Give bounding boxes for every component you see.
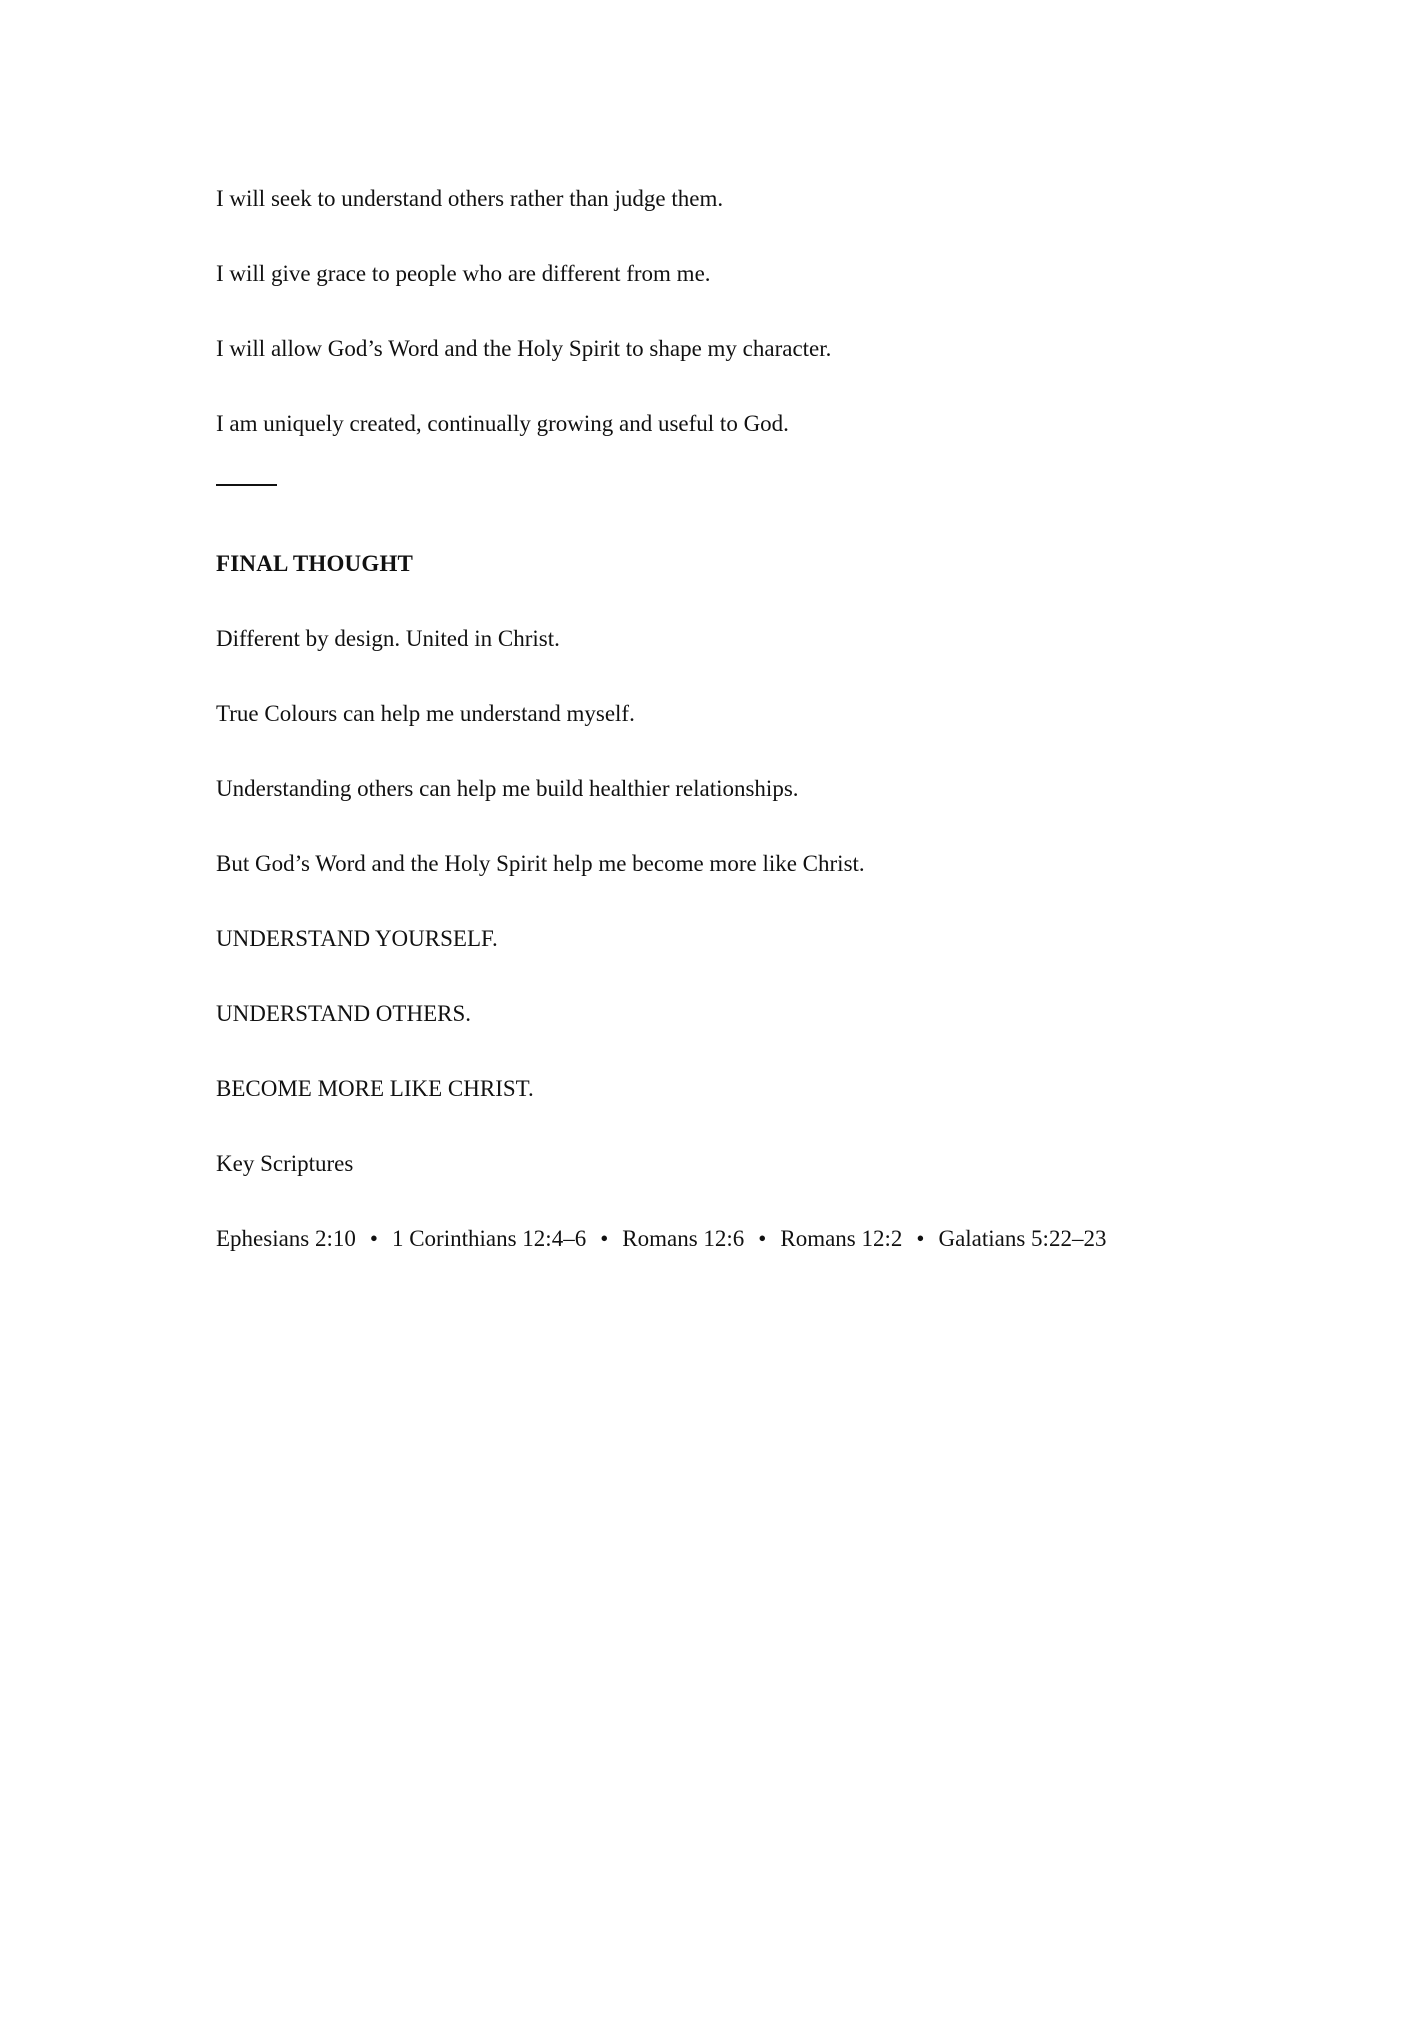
final-thought-heading: FINAL THOUGHT	[216, 551, 414, 576]
final-thought-line: True Colours can help me understand myself.	[216, 701, 635, 726]
commitment-line: I will seek to understand others rather than judge them.	[216, 186, 724, 211]
scripture-ref: Romans 12:2	[780, 1226, 903, 1251]
motto-line: BECOME MORE LIKE CHRIST.	[216, 1076, 534, 1101]
bullet-separator: •	[916, 1226, 925, 1251]
scripture-ref: 1 Corinthians 12:4–6	[391, 1226, 587, 1251]
page-content	[216, 184, 1216, 1254]
scripture-references	[216, 1224, 1216, 1254]
commitment-line: I am uniquely created, continually growing and useful to God.	[216, 411, 789, 436]
motto-line: UNDERSTAND OTHERS.	[216, 1001, 471, 1026]
scripture-ref: Galatians 5:22–23	[938, 1226, 1107, 1251]
bullet-separator: •	[758, 1226, 767, 1251]
scripture-ref: Romans 12:6	[622, 1226, 745, 1251]
key-scriptures-label: Key Scriptures	[216, 1151, 354, 1176]
scripture-ref: Ephesians 2:10	[216, 1226, 356, 1251]
final-thought-line: But God’s Word and the Holy Spirit help me become more like Christ.	[216, 851, 865, 876]
final-thought-line: Different by design. United in Christ.	[216, 626, 560, 651]
section-divider	[216, 484, 277, 486]
final-thought-line: Understanding others can help me build healthier relationships.	[216, 776, 799, 801]
bullet-separator: •	[600, 1226, 609, 1251]
bullet-separator: •	[369, 1226, 378, 1251]
motto-line: UNDERSTAND YOURSELF.	[216, 926, 498, 951]
commitment-line: I will give grace to people who are different from me.	[216, 261, 711, 286]
commitment-line: I will allow God’s Word and the Holy Spirit to shape my character.	[216, 336, 832, 361]
